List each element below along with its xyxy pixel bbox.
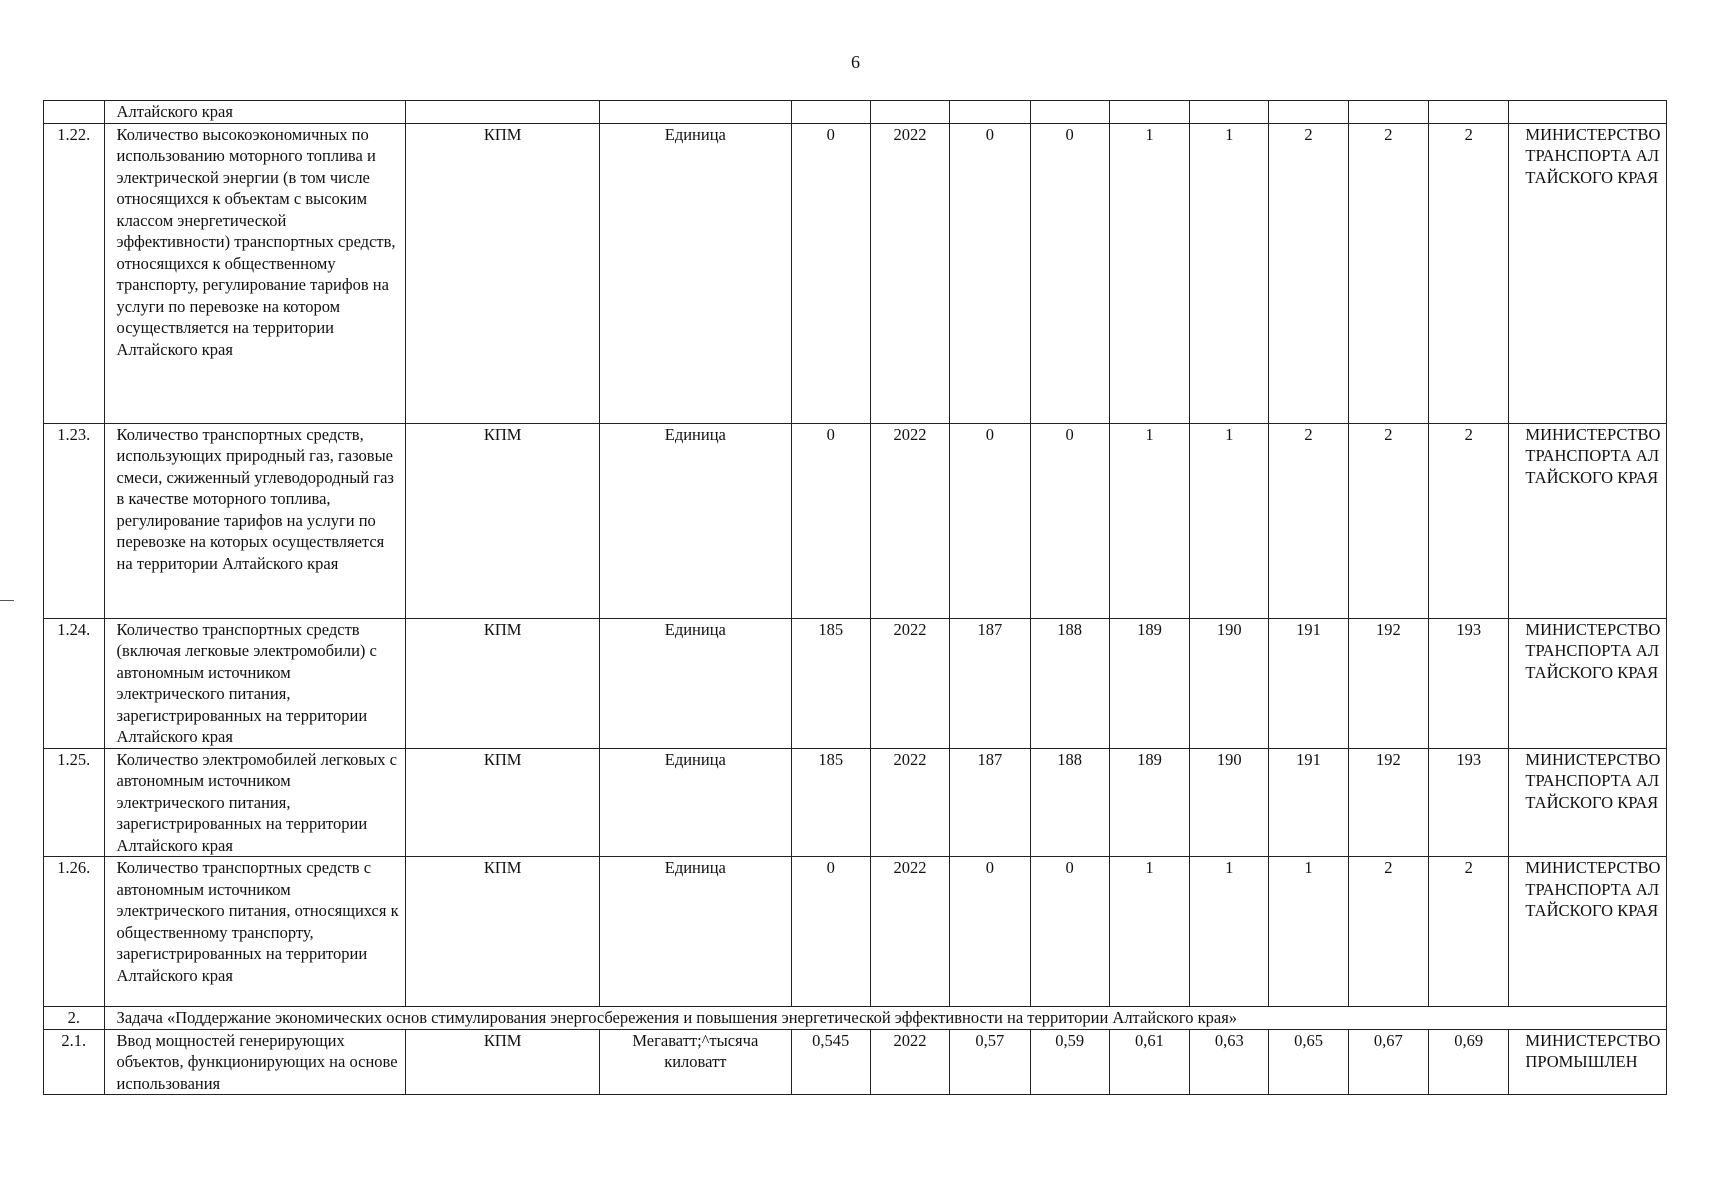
base-year: 2022 — [870, 748, 949, 857]
value-y2: 0 — [1030, 423, 1109, 618]
indicator-type: КПМ — [406, 423, 600, 618]
indicator-type — [406, 101, 600, 124]
value-y6: 192 — [1348, 618, 1428, 748]
value-y6: 2 — [1348, 857, 1428, 1007]
row-number: 2.1. — [44, 1029, 105, 1095]
indicator-name: Количество транспортных средств (включая легковые электромобили) с автономным источником электрического питания, зарегистрированных на территории Алтайского края — [104, 618, 406, 748]
value-y2: 0 — [1030, 123, 1109, 423]
value-y5: 191 — [1269, 748, 1348, 857]
base-year: 2022 — [870, 857, 949, 1007]
responsible-body: МИНИСТЕРСТВО ТРАНСПОРТА АЛТАЙСКОГО КРАЯ — [1509, 618, 1667, 748]
value-y2: 0,59 — [1030, 1029, 1109, 1095]
value-y3: 1 — [1109, 857, 1189, 1007]
row-number: 1.23. — [44, 423, 105, 618]
row-number: 1.22. — [44, 123, 105, 423]
base-value: 0 — [791, 123, 870, 423]
value-y5: 191 — [1269, 618, 1348, 748]
table-row — [44, 423, 1667, 618]
base-year: 2022 — [870, 123, 949, 423]
value-y1: 0 — [950, 423, 1030, 618]
value-y5 — [1269, 101, 1348, 124]
unit: Единица — [600, 857, 792, 1007]
unit — [600, 101, 792, 124]
value-y6: 2 — [1348, 123, 1428, 423]
value-y1: 0 — [950, 857, 1030, 1007]
row-number — [44, 101, 105, 124]
value-y1: 187 — [950, 748, 1030, 857]
indicators-table — [43, 100, 1667, 1095]
value-y4: 1 — [1190, 423, 1269, 618]
value-y2 — [1030, 101, 1109, 124]
indicator-name: Количество транспортных средств с автономным источником электрического питания, относящихся к общественному транспорту, зарегистрированных на территории Алтайского края — [104, 857, 406, 1007]
table-row — [44, 748, 1667, 857]
base-value — [791, 101, 870, 124]
indicator-type: КПМ — [406, 618, 600, 748]
responsible-body: МИНИСТЕРСТВО ПРОМЫШЛЕН — [1509, 1029, 1667, 1095]
value-y5: 2 — [1269, 423, 1348, 618]
row-number: 1.24. — [44, 618, 105, 748]
value-y5: 0,65 — [1269, 1029, 1348, 1095]
unit: Единица — [600, 123, 792, 423]
value-y7: 2 — [1429, 123, 1509, 423]
value-y2: 188 — [1030, 748, 1109, 857]
value-y2: 188 — [1030, 618, 1109, 748]
row-number: 2. — [44, 1007, 105, 1030]
indicator-type: КПМ — [406, 748, 600, 857]
unit: Мегаватт;^тысяча киловатт — [600, 1029, 792, 1095]
value-y1 — [950, 101, 1030, 124]
value-y3: 189 — [1109, 748, 1189, 857]
value-y7: 2 — [1429, 423, 1509, 618]
value-y7: 2 — [1429, 857, 1509, 1007]
responsible-body: МИНИСТЕРСТВО ТРАНСПОРТА АЛТАЙСКОГО КРАЯ — [1509, 123, 1667, 423]
unit: Единица — [600, 748, 792, 857]
indicator-type: КПМ — [406, 123, 600, 423]
base-year: 2022 — [870, 1029, 949, 1095]
table-row — [44, 101, 1667, 124]
base-value: 0 — [791, 423, 870, 618]
value-y3: 1 — [1109, 123, 1189, 423]
value-y7: 193 — [1429, 748, 1509, 857]
value-y6 — [1348, 101, 1428, 124]
row-number: 1.26. — [44, 857, 105, 1007]
value-y6: 2 — [1348, 423, 1428, 618]
value-y3: 0,61 — [1109, 1029, 1189, 1095]
value-y3 — [1109, 101, 1189, 124]
value-y4 — [1190, 101, 1269, 124]
indicator-name: Количество электромобилей легковых с автономным источником электрического питания, зарегистрированных на территории Алтайского края — [104, 748, 406, 857]
value-y4: 190 — [1190, 748, 1269, 857]
indicator-name: Количество транспортных средств, использующих природный газ, газовые смеси, сжиженный углеводородный газ в качестве моторного топлива, регулирование тарифов на услуги по перевозке на которых осуществляется на территории Алтайского края — [104, 423, 406, 618]
base-year: 2022 — [870, 618, 949, 748]
value-y4: 1 — [1190, 857, 1269, 1007]
responsible-body: МИНИСТЕРСТВО ТРАНСПОРТА АЛТАЙСКОГО КРАЯ — [1509, 748, 1667, 857]
indicator-type: КПМ — [406, 857, 600, 1007]
page-number: 6 — [851, 52, 860, 72]
value-y7: 193 — [1429, 618, 1509, 748]
table-row — [44, 123, 1667, 423]
value-y6: 0,67 — [1348, 1029, 1428, 1095]
responsible-body — [1509, 101, 1667, 124]
value-y5: 1 — [1269, 857, 1348, 1007]
unit: Единица — [600, 423, 792, 618]
value-y2: 0 — [1030, 857, 1109, 1007]
value-y1: 0,57 — [950, 1029, 1030, 1095]
base-value: 0 — [791, 857, 870, 1007]
row-number: 1.25. — [44, 748, 105, 857]
responsible-body: МИНИСТЕРСТВО ТРАНСПОРТА АЛТАЙСКОГО КРАЯ — [1509, 857, 1667, 1007]
task-title: Задача «Поддержание экономических основ стимулирования энергосбережения и повышения энергетической эффективности на территории Алтайского края» — [104, 1007, 1666, 1030]
indicator-name: Ввод мощностей генерирующих объектов, функционирующих на основе использования — [104, 1029, 406, 1095]
table-row — [44, 1029, 1667, 1095]
base-value: 185 — [791, 748, 870, 857]
margin-mark — [0, 600, 14, 601]
task-row — [44, 1007, 1667, 1030]
indicator-name: Количество высокоэкономичных по использованию моторного топлива и электрической энергии (в том числе относящихся к объектам с высоким классом энергетической эффективности) транспортных средств, относящихся к общественному транспорту, регулирование тарифов на услуги по перевозке на котором осуществляется на территории Алтайского края — [104, 123, 406, 423]
value-y4: 0,63 — [1190, 1029, 1269, 1095]
indicator-type: КПМ — [406, 1029, 600, 1095]
indicator-name: Алтайского края — [104, 101, 406, 124]
base-year — [870, 101, 949, 124]
base-year: 2022 — [870, 423, 949, 618]
value-y1: 0 — [950, 123, 1030, 423]
base-value: 185 — [791, 618, 870, 748]
value-y3: 1 — [1109, 423, 1189, 618]
table-row — [44, 618, 1667, 748]
value-y4: 1 — [1190, 123, 1269, 423]
unit: Единица — [600, 618, 792, 748]
value-y1: 187 — [950, 618, 1030, 748]
value-y5: 2 — [1269, 123, 1348, 423]
value-y6: 192 — [1348, 748, 1428, 857]
value-y4: 190 — [1190, 618, 1269, 748]
value-y7: 0,69 — [1429, 1029, 1509, 1095]
responsible-body: МИНИСТЕРСТВО ТРАНСПОРТА АЛТАЙСКОГО КРАЯ — [1509, 423, 1667, 618]
value-y3: 189 — [1109, 618, 1189, 748]
base-value: 0,545 — [791, 1029, 870, 1095]
value-y7 — [1429, 101, 1509, 124]
table-row — [44, 857, 1667, 1007]
